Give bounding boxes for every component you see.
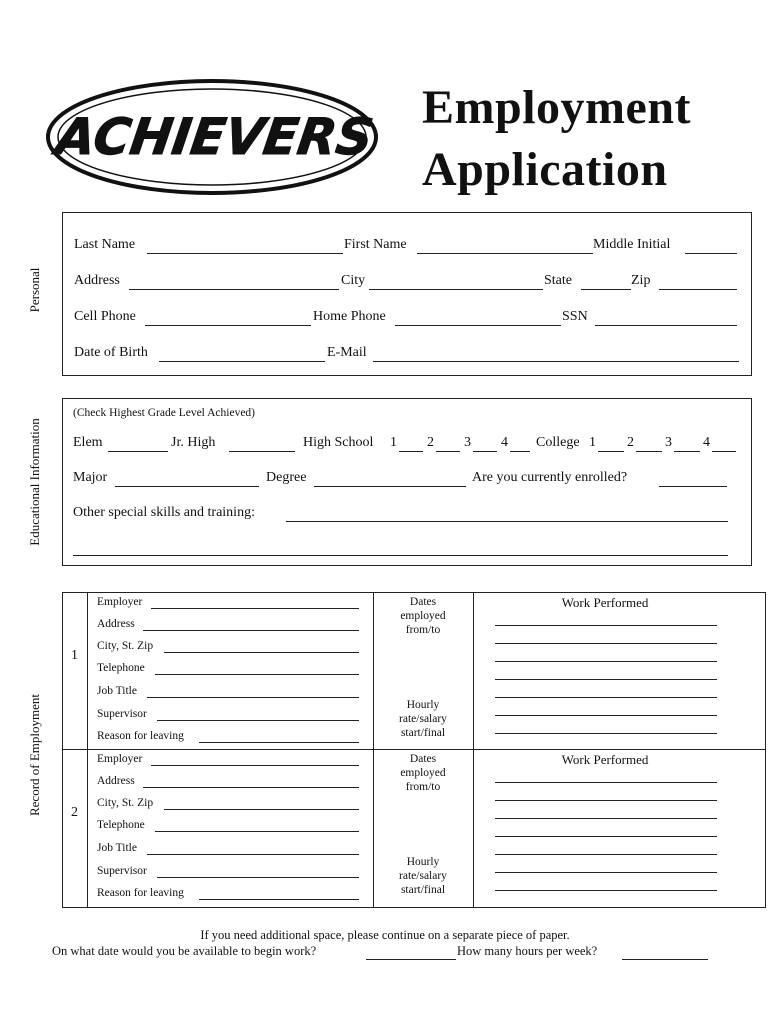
hs-grade-3: 3 <box>464 435 471 450</box>
reason-label: Reason for leaving <box>97 730 184 742</box>
rate-label-3: start/final <box>400 727 446 739</box>
dates-label-2: employed <box>400 767 446 779</box>
col-grade-2-field[interactable] <box>636 451 662 452</box>
rate-label-2: rate/salary <box>399 713 447 725</box>
city-st-zip-field[interactable] <box>164 809 359 810</box>
middle-initial-field[interactable] <box>685 253 737 254</box>
cell-phone-field[interactable] <box>145 325 311 326</box>
address-field[interactable] <box>143 787 359 788</box>
degree-field[interactable] <box>314 486 466 487</box>
employer-label: Employer <box>97 596 143 608</box>
hours-per-week-field[interactable] <box>622 959 708 960</box>
city-st-zip-label: City, St. Zip <box>97 640 154 652</box>
hs-grade-4-field[interactable] <box>510 451 530 452</box>
jr-high-label: Jr. High <box>171 435 216 450</box>
dob-label: Date of Birth <box>74 345 148 360</box>
address-field[interactable] <box>143 630 359 631</box>
cell-phone-label: Cell Phone <box>74 309 136 324</box>
work-line[interactable] <box>495 661 717 662</box>
city-field[interactable] <box>369 289 543 290</box>
col-grade-4-field[interactable] <box>712 451 736 452</box>
job-title-label: Job Title <box>97 842 137 854</box>
ssn-label: SSN <box>562 309 588 324</box>
telephone-label: Telephone <box>97 662 145 674</box>
employment-entry-2 <box>63 750 765 907</box>
email-label: E-Mail <box>327 345 367 360</box>
skills-label: Other special skills and training: <box>73 505 255 520</box>
work-line[interactable] <box>495 679 717 680</box>
hs-grade-1-field[interactable] <box>399 451 423 452</box>
college-label: College <box>536 435 580 450</box>
last-name-field[interactable] <box>147 253 343 254</box>
work-line[interactable] <box>495 782 717 783</box>
enrolled-field[interactable] <box>659 486 727 487</box>
section-label-employment: Record of Employment <box>27 693 42 817</box>
col-grade-1-field[interactable] <box>598 451 624 452</box>
degree-label: Degree <box>266 470 307 485</box>
rate-label-3: start/final <box>400 884 446 896</box>
telephone-label: Telephone <box>97 819 145 831</box>
last-name-label: Last Name <box>74 237 136 252</box>
work-performed-label: Work Performed <box>561 595 649 610</box>
work-line[interactable] <box>495 733 717 734</box>
elem-label: Elem <box>73 435 103 450</box>
skills-field-2[interactable] <box>73 555 728 556</box>
dates-label-3: from/to <box>405 624 441 636</box>
work-performed-label: Work Performed <box>561 752 649 767</box>
dates-label-2: employed <box>400 610 446 622</box>
logo-text: ACHIEVERS <box>52 107 377 166</box>
address-label: Address <box>97 775 135 787</box>
work-line[interactable] <box>495 715 717 716</box>
work-line[interactable] <box>495 854 717 855</box>
middle-initial-label: Middle Initial <box>593 237 671 252</box>
work-line[interactable] <box>495 625 717 626</box>
home-phone-field[interactable] <box>395 325 561 326</box>
work-line[interactable] <box>495 800 717 801</box>
enrolled-label: Are you currently enrolled? <box>472 470 628 485</box>
education-section <box>62 398 752 566</box>
hours-per-week-label: How many hours per week? <box>457 944 598 958</box>
col-grade-1: 1 <box>589 435 596 450</box>
job-title-field[interactable] <box>147 854 359 855</box>
major-label: Major <box>73 470 108 485</box>
address-field[interactable] <box>129 289 339 290</box>
major-field[interactable] <box>115 486 259 487</box>
available-date-field[interactable] <box>366 959 456 960</box>
achievers-logo <box>45 78 380 196</box>
reason-label: Reason for leaving <box>97 887 184 899</box>
available-date-label: On what date would you be available to begin work? <box>52 944 317 958</box>
work-line[interactable] <box>495 872 717 873</box>
ssn-field[interactable] <box>595 325 737 326</box>
entry-number: 1 <box>71 648 78 663</box>
employment-section <box>62 592 766 908</box>
reason-field[interactable] <box>199 899 359 900</box>
job-title-label: Job Title <box>97 685 137 697</box>
telephone-field[interactable] <box>155 831 359 832</box>
home-phone-label: Home Phone <box>313 309 386 324</box>
dob-field[interactable] <box>159 361 325 362</box>
elem-field[interactable] <box>108 451 168 452</box>
employer-field[interactable] <box>151 608 359 609</box>
work-line[interactable] <box>495 836 717 837</box>
personal-section <box>62 212 752 376</box>
col-grade-3-field[interactable] <box>674 451 700 452</box>
employer-label: Employer <box>97 753 143 765</box>
zip-field[interactable] <box>659 289 737 290</box>
rate-label-1: Hourly <box>406 699 440 711</box>
reason-field[interactable] <box>199 742 359 743</box>
city-st-zip-field[interactable] <box>164 652 359 653</box>
work-line[interactable] <box>495 818 717 819</box>
grade-instruction: (Check Highest Grade Level Achieved) <box>73 407 256 419</box>
hs-grade-2-field[interactable] <box>436 451 460 452</box>
col-grade-4: 4 <box>703 435 710 450</box>
first-name-label: First Name <box>344 237 407 252</box>
email-field[interactable] <box>373 361 739 362</box>
state-field[interactable] <box>581 289 631 290</box>
section-label-education: Educational Information <box>27 418 42 546</box>
work-line[interactable] <box>495 697 717 698</box>
col-grade-2: 2 <box>627 435 634 450</box>
hs-grade-2: 2 <box>427 435 434 450</box>
address-label: Address <box>97 618 135 630</box>
skills-field-1[interactable] <box>286 521 728 522</box>
col-grade-3: 3 <box>665 435 672 450</box>
city-label: City <box>341 273 366 288</box>
job-title-field[interactable] <box>147 697 359 698</box>
city-st-zip-label: City, St. Zip <box>97 797 154 809</box>
dates-label-1: Dates <box>409 753 437 765</box>
state-label: State <box>544 273 572 288</box>
rate-label-1: Hourly <box>406 856 440 868</box>
telephone-field[interactable] <box>155 674 359 675</box>
dates-label-3: from/to <box>405 781 441 793</box>
supervisor-field[interactable] <box>157 877 359 878</box>
hs-grade-1: 1 <box>390 435 397 450</box>
work-line[interactable] <box>495 890 717 891</box>
supervisor-label: Supervisor <box>97 708 147 720</box>
supervisor-field[interactable] <box>157 720 359 721</box>
employment-entry-1 <box>63 593 765 749</box>
hs-grade-3-field[interactable] <box>473 451 497 452</box>
first-name-field[interactable] <box>417 253 593 254</box>
additional-space-note: If you need additional space, please continue on a separate piece of paper. <box>200 928 570 942</box>
section-label-personal: Personal <box>27 267 42 313</box>
title-line-2: Application <box>422 143 668 196</box>
supervisor-label: Supervisor <box>97 865 147 877</box>
employer-field[interactable] <box>151 765 359 766</box>
address-label: Address <box>74 273 120 288</box>
title-line-1: Employment <box>422 81 691 134</box>
zip-label: Zip <box>631 273 651 288</box>
work-line[interactable] <box>495 643 717 644</box>
rate-label-2: rate/salary <box>399 870 447 882</box>
entry-number: 2 <box>71 805 78 820</box>
hs-grade-4: 4 <box>501 435 508 450</box>
jr-high-field[interactable] <box>229 451 295 452</box>
dates-label-1: Dates <box>409 596 437 608</box>
high-school-label: High School <box>303 435 374 450</box>
